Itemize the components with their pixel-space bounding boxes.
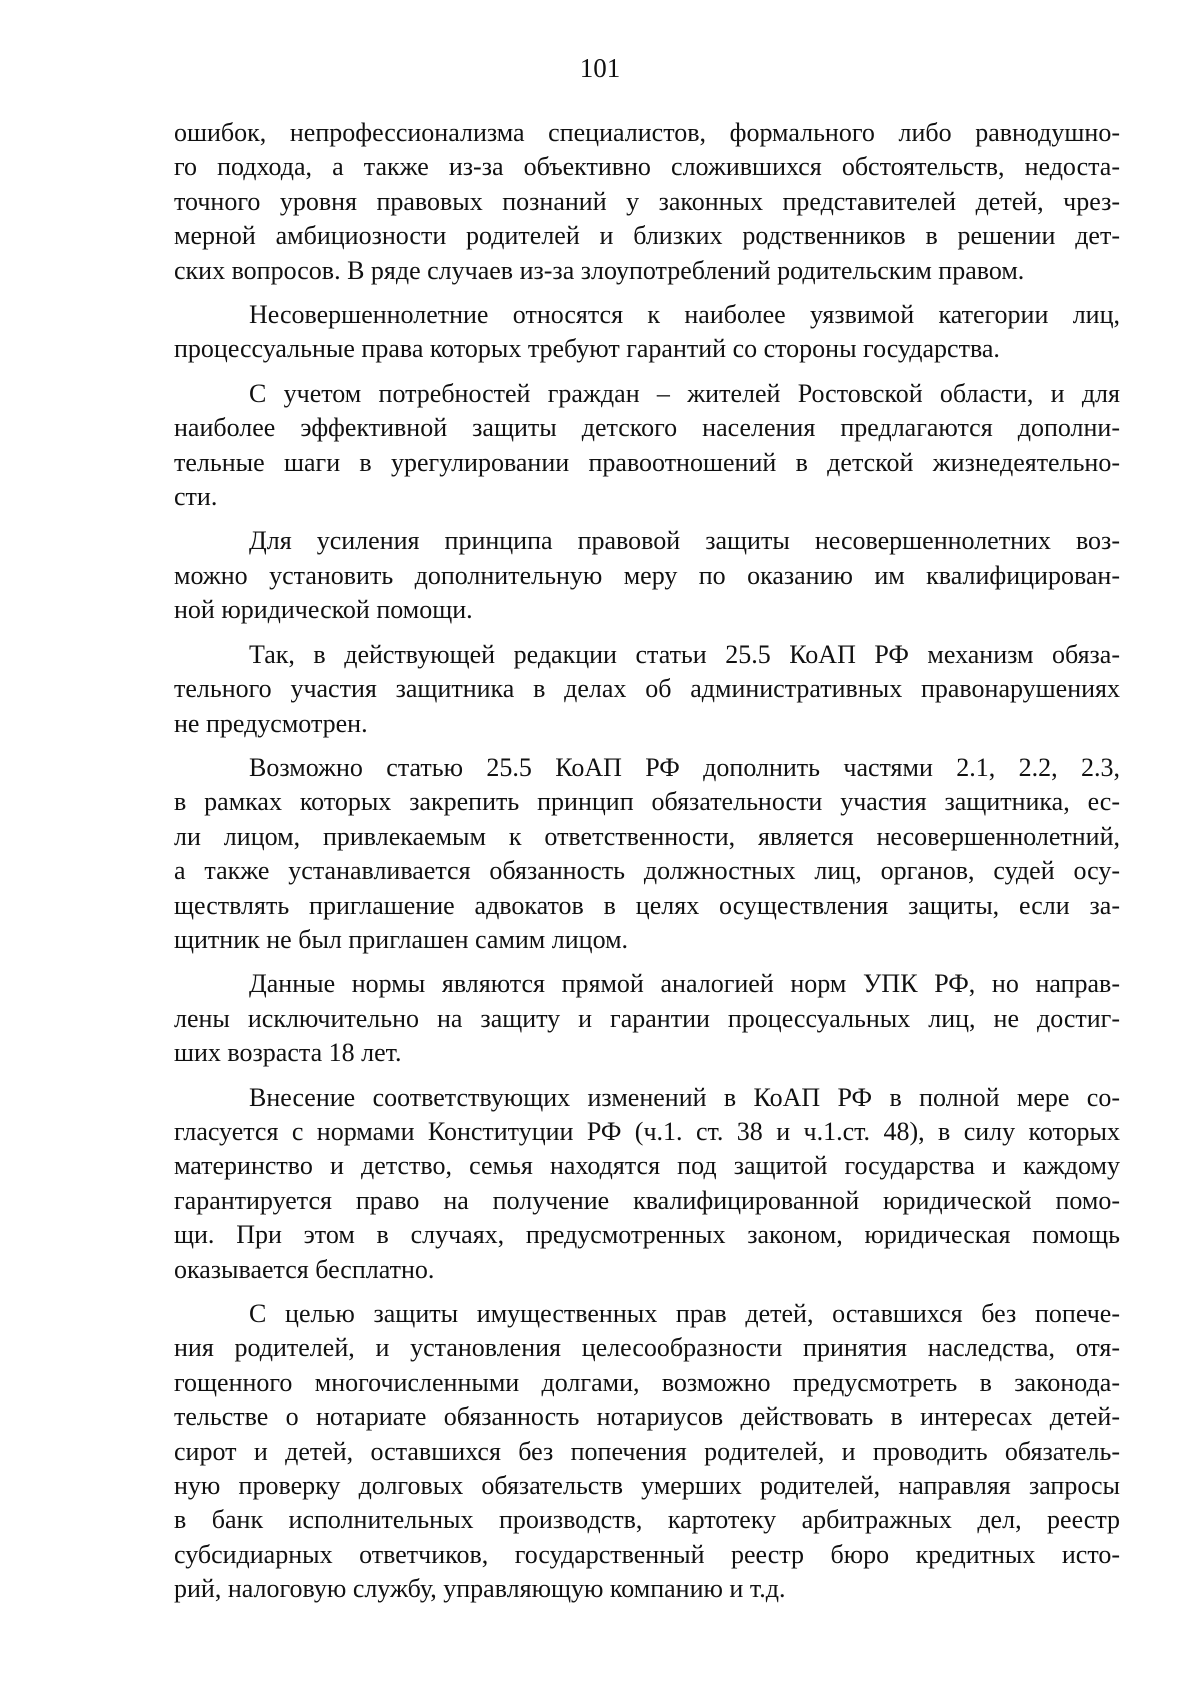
text-line: в банк исполнительных производств, картотеку арбитражных дел, реестр	[174, 1505, 1120, 1535]
text-line: ществлять приглашение адвокатов в целях осуществления защиты, если за-	[174, 890, 1120, 920]
text-line: гощенного многочисленными долгами, возможно предусмотреть в законода-	[174, 1367, 1120, 1397]
page-number: 101	[579, 53, 621, 83]
text-line: Данные нормы являются прямой аналогией норм УПК РФ, но направ-	[249, 969, 1120, 999]
text-line: ших возраста 18 лет.	[174, 1038, 402, 1068]
text-line: Для усиления принципа правовой защиты несовершеннолетних воз-	[249, 526, 1120, 556]
document-body	[174, 116, 1120, 1617]
text-line: ошибок, непрофессионализма специалистов, формального либо равнодушно-	[174, 118, 1120, 147]
text-line: рий, налоговую службу, управляющую компанию и т.д.	[174, 1574, 786, 1604]
text-line: ной юридической помощи.	[174, 595, 473, 625]
text-line: Так, в действующей редакции статьи 25.5 КоАП РФ механизм обяза-	[249, 639, 1120, 669]
text-line: мерной амбициозности родителей и близких родственников в решении дет-	[174, 221, 1120, 251]
text-line: С целью защиты имущественных прав детей, оставшихся без попече-	[249, 1299, 1120, 1328]
paragraph	[174, 1081, 1120, 1287]
paragraph	[174, 116, 1120, 288]
text-line: гласуется с нормами Конституции РФ (ч.1. ст. 38 и ч.1.ст. 48), в силу которых	[174, 1116, 1120, 1146]
text-line: щитник не был приглашен самим лицом.	[174, 924, 629, 954]
text-line: процессуальные права которых требуют гарантий со стороны государства.	[174, 334, 1000, 364]
text-line: оказывается бесплатно.	[174, 1254, 435, 1284]
text-line: точного уровня правовых познаний у законных представителей детей, чрез-	[174, 186, 1120, 216]
text-line: тельстве о нотариате обязанность нотариусов действовать в интересах детей-	[174, 1402, 1120, 1432]
paragraph	[174, 638, 1120, 741]
text-line: гарантируется право на получение квалифицированной юридической помо-	[174, 1185, 1120, 1215]
text-line: ную проверку долговых обязательств умерших родителей, направляя запросы	[174, 1471, 1120, 1501]
paragraph	[174, 967, 1120, 1070]
text-line: Несовершеннолетние относятся к наиболее уязвимой категории лиц,	[249, 300, 1120, 330]
text-line: можно установить дополнительную меру по оказанию им квалифицирован-	[174, 560, 1120, 590]
text-line: лены исключительно на защиту и гарантии процессуальных лиц, не достиг-	[174, 1003, 1120, 1033]
text-line: Возможно статью 25.5 КоАП РФ дополнить частями 2.1, 2.2, 2.3,	[249, 752, 1120, 782]
paragraph	[174, 524, 1120, 627]
text-line: щи. При этом в случаях, предусмотренных законом, юридическая помощь	[174, 1220, 1120, 1250]
paragraph	[174, 377, 1120, 515]
text-line: ли лицом, привлекаемым к ответственности, является несовершеннолетний,	[174, 821, 1120, 851]
text-line: материнство и детство, семья находятся под защитой государства и каждому	[174, 1151, 1120, 1181]
text-line: сирот и детей, оставшихся без попечения родителей, и проводить обязатель-	[174, 1436, 1120, 1466]
paragraph	[174, 298, 1120, 367]
paragraph	[174, 751, 1120, 957]
text-line: в рамках которых закрепить принцип обязательности участия защитника, ес-	[174, 787, 1120, 817]
text-line: го подхода, а также из-за объективно сложившихся обстоятельств, недоста-	[174, 152, 1120, 182]
text-line: субсидиарных ответчиков, государственный реестр бюро кредитных исто-	[174, 1539, 1120, 1569]
text-line: наиболее эффективной защиты детского населения предлагаются дополни-	[174, 413, 1120, 443]
text-line: не предусмотрен.	[174, 708, 368, 738]
text-line: ния родителей, и установления целесообразности принятия наследства, отя-	[174, 1333, 1120, 1363]
text-line: ских вопросов. В ряде случаев из-за злоупотреблений родительским правом.	[174, 255, 1025, 285]
text-line: сти.	[174, 482, 218, 512]
paragraph	[174, 1297, 1120, 1607]
text-line: тельные шаги в урегулировании правоотношений в детской жизнедеятельно-	[174, 447, 1120, 477]
text-line: тельного участия защитника в делах об административных правонарушениях	[174, 674, 1120, 704]
text-line: С учетом потребностей граждан – жителей Ростовской области, и для	[249, 378, 1120, 408]
text-line: Внесение соответствующих изменений в КоАП РФ в полной мере со-	[249, 1082, 1120, 1112]
text-line: а также устанавливается обязанность должностных лиц, органов, судей осу-	[174, 856, 1120, 886]
